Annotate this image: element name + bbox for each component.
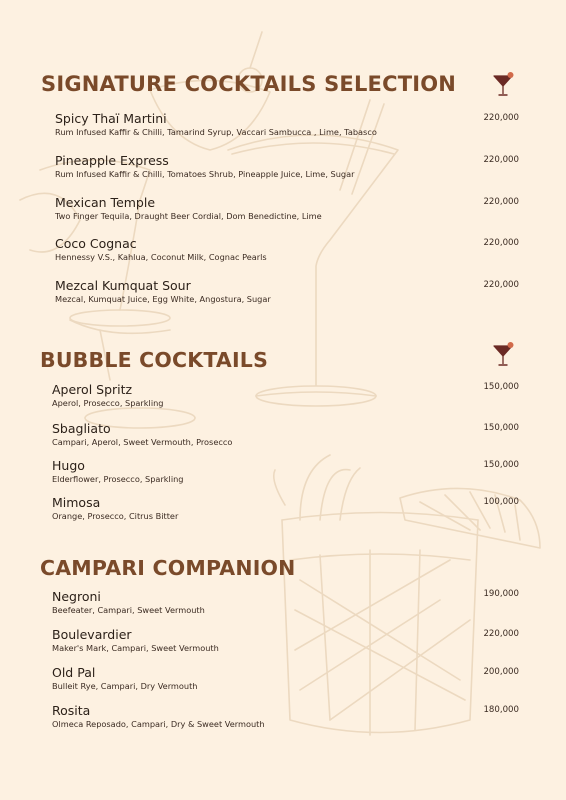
item-name: Mexican Temple [55, 195, 156, 210]
item-description: Campari, Aperol, Sweet Vermouth, Prosecco [52, 437, 233, 447]
item-price: 100,000 [483, 497, 519, 507]
item-price: 190,000 [483, 589, 519, 599]
item-price: 200,000 [483, 667, 519, 677]
item-price: 220,000 [483, 197, 519, 207]
item-description: Maker's Mark, Campari, Sweet Vermouth [52, 643, 219, 653]
item-price: 150,000 [483, 423, 519, 433]
section-title-bubble: BUBBLE COCKTAILS [40, 348, 269, 372]
item-description: Rum Infused Kaffir & Chilli, Tamarind Syrup, Vaccari Sambucca , Lime, Tabasco [55, 127, 377, 137]
item-price: 220,000 [483, 280, 519, 290]
item-description: Bulleit Rye, Campari, Dry Vermouth [52, 681, 198, 691]
item-name: Aperol Spritz [52, 382, 133, 397]
item-description: Mezcal, Kumquat Juice, Egg White, Angostura, Sugar [55, 294, 271, 304]
item-name: Old Pal [52, 665, 96, 680]
section-title-signature: SIGNATURE COCKTAILS SELECTION [41, 72, 457, 96]
section-title-campari: CAMPARI COMPANION [40, 556, 296, 580]
cocktail-glass-icon [492, 341, 514, 367]
item-price: 220,000 [483, 238, 519, 248]
item-description: Elderflower, Prosecco, Sparkling [52, 474, 184, 484]
item-description: Beefeater, Campari, Sweet Vermouth [52, 605, 205, 615]
item-price: 150,000 [483, 382, 519, 392]
item-description: Olmeca Reposado, Campari, Dry & Sweet Vermouth [52, 719, 265, 729]
item-price: 220,000 [483, 155, 519, 165]
item-name: Boulevardier [52, 627, 132, 642]
item-name: Rosita [52, 703, 91, 718]
item-description: Aperol, Prosecco, Sparkling [52, 398, 164, 408]
item-description: Two Finger Tequila, Draught Beer Cordial, Dom Benedictine, Lime [55, 211, 322, 221]
item-name: Coco Cognac [55, 236, 137, 251]
item-name: Pineapple Express [55, 153, 169, 168]
cocktail-glass-icon [492, 71, 514, 97]
item-price: 220,000 [483, 113, 519, 123]
item-name: Hugo [52, 458, 85, 473]
item-name: Mimosa [52, 495, 101, 510]
item-name: Spicy Thaï Martini [55, 111, 167, 126]
item-name: Negroni [52, 589, 101, 604]
item-price: 180,000 [483, 705, 519, 715]
item-description: Rum Infused Kaffir & Chilli, Tomatoes Shrub, Pineapple Juice, Lime, Sugar [55, 169, 355, 179]
item-description: Hennessy V.S., Kahlua, Coconut Milk, Cognac Pearls [55, 252, 267, 262]
item-name: Sbagliato [52, 421, 111, 436]
item-price: 150,000 [483, 460, 519, 470]
item-price: 220,000 [483, 629, 519, 639]
item-description: Orange, Prosecco, Citrus Bitter [52, 511, 179, 521]
item-name: Mezcal Kumquat Sour [55, 278, 191, 293]
